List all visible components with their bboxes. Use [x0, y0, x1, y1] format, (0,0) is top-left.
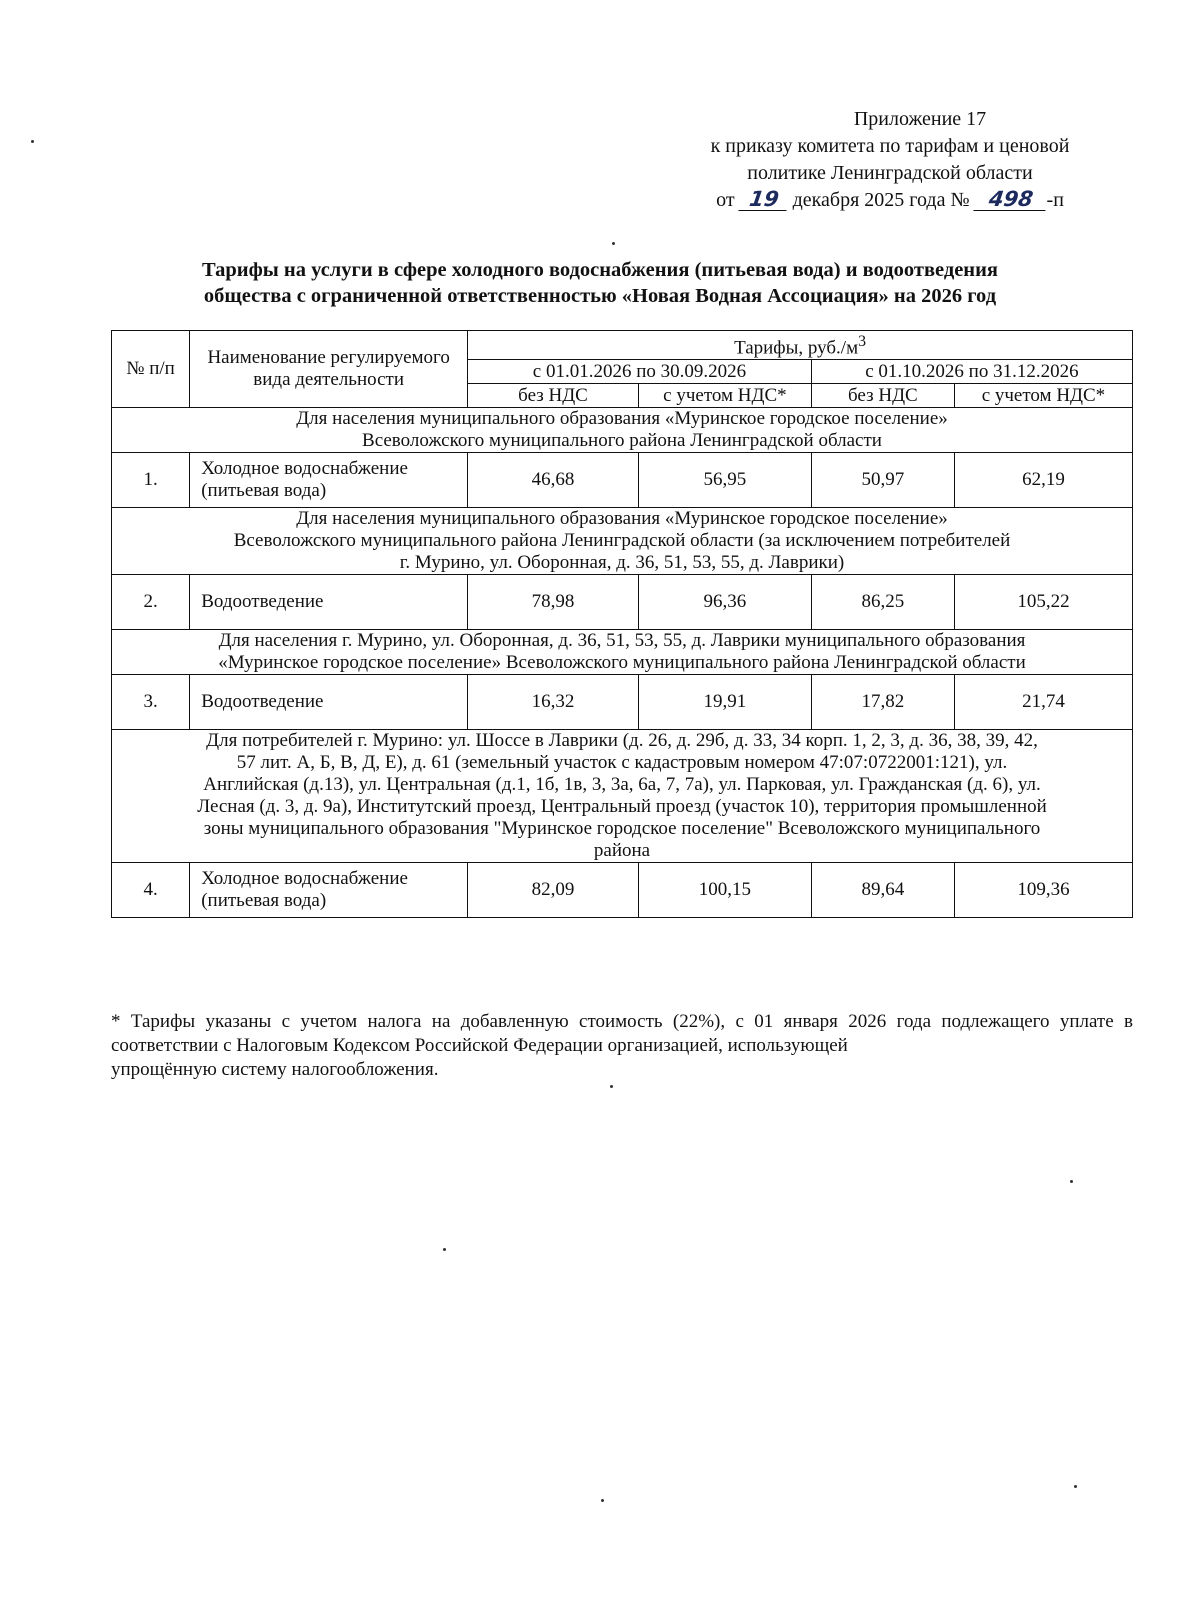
vat-footnote: [111, 1010, 1133, 1082]
header-with-vat: с учетом НДС*: [954, 384, 1132, 408]
scan-speck: [1070, 1180, 1073, 1183]
section-line: г. Мурино, ул. Оборонная, д. 36, 51, 53, 55, д. Лаврики): [399, 552, 845, 574]
scan-speck: [443, 1248, 446, 1251]
scan-speck: [31, 140, 34, 143]
section-line: Всеволожского муниципального района Ленинградской области (за исключением потребителей: [233, 530, 1011, 552]
table-row: [112, 575, 1133, 630]
order-suffix: -п: [1046, 189, 1064, 211]
tariff-period2-no-vat: 86,25: [811, 575, 954, 630]
section-line: Для потребителей г. Мурино: ул. Шоссе в Лаврики (д. 26, д. 29б, д. 33, 34 корп. 1, 2, 3, д. 36, 38, 39, 42,: [206, 730, 1038, 752]
row-activity: Холодное водоснабжение (питьевая вода): [190, 863, 468, 918]
tariff-period2-no-vat: 50,97: [811, 453, 954, 508]
title-line-1: Тарифы на услуги в сфере холодного водоснабжения (питьевая вода) и водоотведения: [201, 259, 999, 281]
header-period-2: с 01.10.2026 по 31.12.2026: [811, 360, 1132, 384]
section-line: Английская (д.13), ул. Центральная (д.1, 1б, 1в, 3, 3а, 6а, 7, 7а), ул. Парковая, ул. Гражданская (д. 6), ул.: [203, 774, 1041, 796]
tariff-table: [111, 330, 1133, 918]
table-row: [112, 863, 1133, 918]
scan-speck: [1074, 1485, 1077, 1488]
date-prefix: от: [716, 189, 735, 211]
tariff-period1-with-vat: 56,95: [638, 453, 811, 508]
header-no-vat: без НДС: [468, 384, 639, 408]
tariff-period2-no-vat: 17,82: [811, 675, 954, 730]
tariff-period2-with-vat: 109,36: [954, 863, 1132, 918]
header-number: № п/п: [112, 331, 190, 408]
header-tariffs-unit-power: 3: [858, 333, 867, 350]
appendix-number: Приложение 17: [853, 108, 987, 130]
table-row: [112, 453, 1133, 508]
tariff-period1-with-vat: 96,36: [638, 575, 811, 630]
row-activity: Холодное водоснабжение (питьевая вода): [190, 453, 468, 508]
section-line: Для населения муниципального образования «Муринское городское поселение»: [296, 508, 948, 530]
tariff-period1-with-vat: 19,91: [638, 675, 811, 730]
appendix-header: [640, 106, 1140, 214]
header-tariffs-label: Тарифы, руб./м: [734, 337, 859, 359]
section-line: Всеволожского муниципального района Ленинградской области: [362, 430, 882, 452]
header-period-1: с 01.01.2026 по 30.09.2026: [468, 360, 812, 384]
footnote-text-end: упрощённую систему налогообложения.: [111, 1059, 439, 1080]
tariff-period1-no-vat: 16,32: [468, 675, 639, 730]
section-line: зоны муниципального образования "Муринское городское поселение" Всеволожского муниципального: [203, 818, 1041, 840]
header-tariffs: [468, 331, 1133, 360]
row-number: 2.: [112, 575, 190, 630]
tariff-period1-no-vat: 46,68: [468, 453, 639, 508]
section-heading: [112, 508, 1133, 575]
section-line: района: [593, 840, 651, 862]
row-number: 4.: [112, 863, 190, 918]
row-number: 3.: [112, 675, 190, 730]
scan-speck: [612, 242, 615, 245]
footnote-text: * Тарифы указаны с учетом налога на добавленную стоимость (22%), с 01 января 2026 года подлежащего уплате в соответствии с Налоговым Кодексом Российской Федерации организацией, использующей: [111, 1011, 1133, 1056]
header-no-vat: без НДС: [811, 384, 954, 408]
header-activity-name: Наименование регулируемого вида деятельности: [190, 331, 468, 408]
row-activity: Водоотведение: [190, 675, 468, 730]
tariff-period1-no-vat: 78,98: [468, 575, 639, 630]
section-line: Лесная (д. 3, д. 9а), Институтский проезд, Центральный проезд (участок 10), территория промышленной: [197, 796, 1047, 818]
appendix-date-line: [640, 187, 1140, 214]
tariff-period1-no-vat: 82,09: [468, 863, 639, 918]
tariff-period2-with-vat: 62,19: [954, 453, 1132, 508]
date-rest: декабря 2025 года №: [792, 189, 970, 211]
section-heading: [112, 630, 1133, 675]
section-heading: [112, 408, 1133, 453]
section-line: «Муринское городское поселение» Всеволожского муниципального района Ленинградской области: [218, 652, 1026, 674]
section-line: Для населения муниципального образования «Муринское городское поселение»: [296, 408, 948, 430]
handwritten-day: 19: [738, 188, 789, 211]
scan-speck: [601, 1499, 604, 1502]
row-activity: Водоотведение: [190, 575, 468, 630]
title-line-2: общества с ограниченной ответственностью «Новая Водная Ассоциация» на 2026 год: [203, 285, 997, 307]
section-line: 57 лит. А, Б, В, Д, Е), д. 61 (земельный участок с кадастровым номером 47:07:0722001:121), ул.: [236, 752, 1008, 774]
tariff-period2-with-vat: 105,22: [954, 575, 1132, 630]
header-row-1: [112, 331, 1133, 360]
handwritten-order-number: 498: [973, 188, 1048, 211]
tariff-period2-with-vat: 21,74: [954, 675, 1132, 730]
row-number: 1.: [112, 453, 190, 508]
tariff-period1-with-vat: 100,15: [638, 863, 811, 918]
appendix-order-ref: к приказу комитета по тарифам и ценовой: [710, 135, 1070, 157]
table-row: [112, 675, 1133, 730]
section-line: Для населения г. Мурино, ул. Оборонная, д. 36, 51, 53, 55, д. Лаврики муниципального образования: [218, 630, 1026, 652]
section-heading: [112, 730, 1133, 863]
header-with-vat: с учетом НДС*: [638, 384, 811, 408]
document-title: [100, 257, 1100, 309]
scan-speck: [610, 1085, 613, 1088]
appendix-committee: политике Ленинградской области: [747, 162, 1033, 184]
tariff-period2-no-vat: 89,64: [811, 863, 954, 918]
